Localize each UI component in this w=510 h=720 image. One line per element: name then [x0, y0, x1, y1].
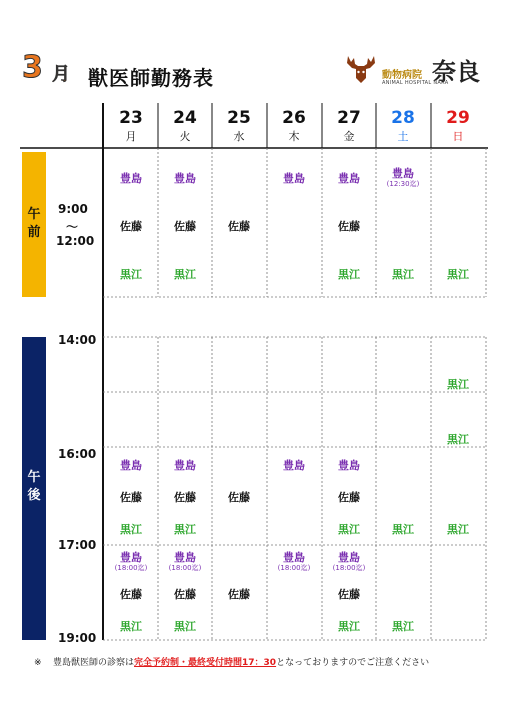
cell-toyoshima: 豊島 — [174, 551, 196, 564]
cell-toyoshima: 豊島 — [338, 172, 360, 185]
day-num-26: 26 — [282, 108, 306, 128]
footer-mark: ※ — [34, 658, 42, 668]
cell-toyoshima: 豊島 — [120, 459, 142, 472]
weekday-tue: 火 — [179, 130, 191, 143]
morning-label-2: 前 — [27, 225, 41, 240]
cell-kuroe: 黒江 — [338, 268, 360, 281]
time-16-00: 16:00 — [58, 447, 97, 461]
day-num-29: 29 — [446, 108, 470, 128]
time-tilde: ～ — [66, 220, 79, 234]
cell-sato: 佐藤 — [338, 588, 360, 601]
cell-toyoshima: 豊島 — [392, 167, 414, 180]
footer-text-1: 豊島獣医師の診察は — [53, 658, 135, 668]
cell-kuroe: 黒江 — [174, 523, 196, 536]
cell-sato: 佐藤 — [174, 220, 196, 233]
footer-text-emphasis: 完全予約制・最終受付時間17：30 — [134, 658, 277, 668]
time-19-00: 19:00 — [58, 631, 97, 645]
day-num-28: 28 — [391, 108, 415, 128]
afternoon-label-1: 午 — [27, 470, 41, 485]
cell-toyoshima: 豊島 — [338, 551, 360, 564]
cell-sato: 佐藤 — [228, 491, 250, 504]
cell-kuroe: 黒江 — [120, 620, 142, 633]
cell-kuroe: 黒江 — [174, 620, 196, 633]
footer-note — [34, 655, 429, 668]
cell-sato: 佐藤 — [120, 588, 142, 601]
cell-note: (18:00迄) — [277, 564, 311, 572]
cell-sato: 佐藤 — [174, 588, 196, 601]
time-12-00: 12:00 — [56, 234, 95, 248]
cell-sato: 佐藤 — [174, 491, 196, 504]
cell-kuroe: 黒江 — [392, 523, 414, 536]
cell-kuroe: 黒江 — [120, 523, 142, 536]
cell-toyoshima: 豊島 — [120, 551, 142, 564]
cell-kuroe: 黒江 — [447, 378, 469, 391]
cell-note: (18:00迄) — [168, 564, 202, 572]
weekday-sat: 土 — [397, 130, 409, 143]
cell-toyoshima: 豊島 — [120, 172, 142, 185]
day-num-24: 24 — [173, 108, 197, 128]
cell-kuroe: 黒江 — [392, 620, 414, 633]
month-suffix: 月 — [52, 64, 70, 85]
logo-subtitle: ANIMAL HOSPITAL NARA — [382, 80, 449, 86]
cell-toyoshima: 豊島 — [174, 459, 196, 472]
weekday-wed: 水 — [233, 130, 245, 143]
cell-sato: 佐藤 — [120, 491, 142, 504]
cell-kuroe: 黒江 — [447, 268, 469, 281]
cell-toyoshima: 豊島 — [283, 172, 305, 185]
cell-sato: 佐藤 — [228, 588, 250, 601]
cell-toyoshima: 豊島 — [283, 459, 305, 472]
weekday-sun: 日 — [452, 130, 464, 143]
month-number: 3 — [22, 50, 42, 85]
cell-note: (18:00迄) — [332, 564, 366, 572]
day-num-25: 25 — [227, 108, 251, 128]
cell-kuroe: 黒江 — [447, 523, 469, 536]
day-num-27: 27 — [337, 108, 361, 128]
cell-toyoshima: 豊島 — [338, 459, 360, 472]
cell-kuroe: 黒江 — [447, 433, 469, 446]
afternoon-label-2: 後 — [27, 488, 41, 503]
cell-kuroe: 黒江 — [338, 620, 360, 633]
cell-kuroe: 黒江 — [392, 268, 414, 281]
cell-toyoshima: 豊島 — [174, 172, 196, 185]
cell-kuroe: 黒江 — [338, 523, 360, 536]
time-17-00: 17:00 — [58, 538, 97, 552]
logo-name: 動物病院 — [382, 70, 422, 81]
morning-label-1: 午 — [27, 207, 41, 222]
cell-toyoshima: 豊島 — [283, 551, 305, 564]
time-9-00: 9:00 — [58, 202, 88, 216]
cell-kuroe: 黒江 — [120, 268, 142, 281]
time-14-00: 14:00 — [58, 333, 97, 347]
cell-note: (18:00迄) — [114, 564, 148, 572]
cell-note: (12:30迄) — [386, 180, 420, 188]
page-title: 獣医師勤務表 — [88, 66, 214, 90]
logo-city: 奈良 — [432, 57, 480, 86]
cell-sato: 佐藤 — [228, 220, 250, 233]
weekday-thu: 木 — [288, 130, 300, 143]
cell-sato: 佐藤 — [120, 220, 142, 233]
cell-sato: 佐藤 — [338, 491, 360, 504]
weekday-fri: 金 — [343, 130, 355, 143]
day-num-23: 23 — [119, 108, 143, 128]
cell-kuroe: 黒江 — [174, 268, 196, 281]
weekday-mon: 月 — [125, 130, 137, 143]
cell-sato: 佐藤 — [338, 220, 360, 233]
footer-text-2: となっておりますのでご注意ください — [276, 658, 430, 668]
